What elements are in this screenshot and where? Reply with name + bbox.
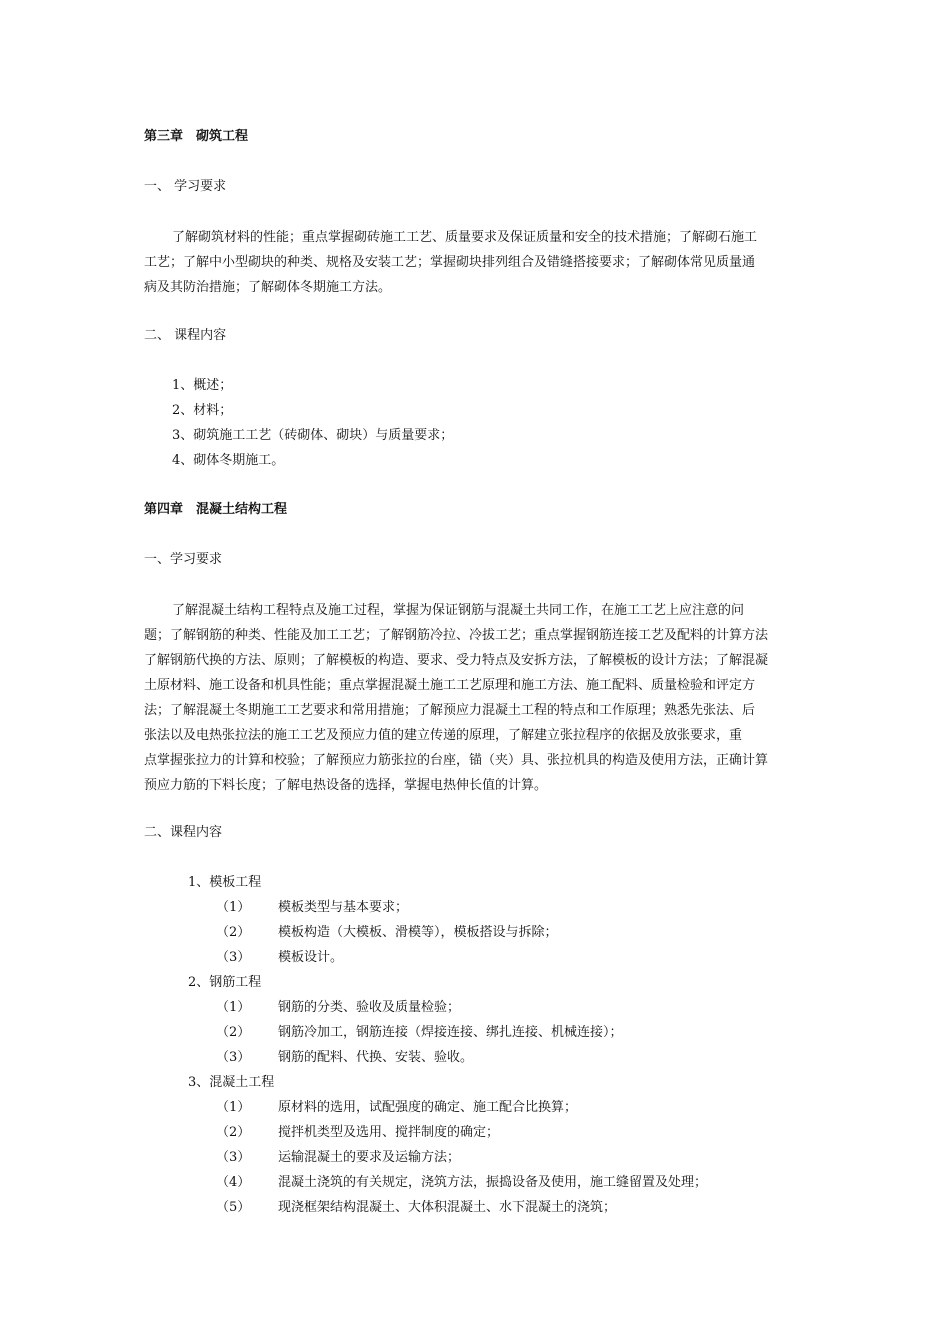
sub-item-number: （1） [216, 1100, 251, 1115]
sub-item-number: （1） [216, 1000, 251, 1015]
sub-item-number: （2） [216, 1125, 251, 1140]
ch4-content-heading: 二、课程内容 [144, 825, 223, 840]
ch3-requirements-heading: 一、 学习要求 [144, 179, 227, 194]
ch4-req-line: 了解混凝土结构工程特点及施工过程，掌握为保证钢筋与混凝土共同工作，在施工工艺上应注意的问 [172, 603, 745, 618]
sub-item-text: 现浇框架结构混凝土、大体积混凝土、水下混凝土的浇筑； [278, 1200, 617, 1215]
ch3-list-item: 4、砌体冬期施工。 [172, 453, 285, 468]
ch3-req-line: 工艺；了解中小型砌块的种类、规格及安装工艺；掌握砌块排列组合及错缝搭接要求；了解砌体常见质量通 [144, 255, 756, 270]
section-label-rebar: 2、钢筋工程 [188, 975, 262, 990]
ch3-list-item: 3、砌筑施工工艺（砖砌体、砌块）与质量要求； [172, 428, 454, 443]
sub-item-text: 运输混凝土的要求及运输方法； [278, 1150, 461, 1165]
sub-item-number: （5） [216, 1200, 251, 1215]
sub-item-text: 模板设计。 [278, 950, 344, 965]
sub-item-text: 混凝土浇筑的有关规定，浇筑方法，振捣设备及使用，施工缝留置及处理； [278, 1175, 708, 1190]
sub-item-number: （2） [216, 925, 251, 940]
ch4-req-line: 张法以及电热张拉法的施工工艺及预应力值的建立传递的原理，了解建立张拉程序的依据及放张要求，重 [144, 728, 743, 743]
sub-item-number: （3） [216, 1050, 251, 1065]
sub-item-text: 钢筋的分类、验收及质量检验； [278, 1000, 461, 1015]
sub-item-text: 模板构造（大模板、滑模等），模板搭设与拆除； [278, 925, 558, 940]
sub-item-number: （3） [216, 950, 251, 965]
ch3-requirements-paragraph [144, 225, 808, 300]
sub-item-number: （3） [216, 1150, 251, 1165]
sub-item-text: 模板类型与基本要求； [278, 900, 409, 915]
ch4-req-line: 点掌握张拉力的计算和校验；了解预应力筋张拉的台座，锚（夹）具、张拉机具的构造及使用方法，正确计算 [144, 753, 769, 768]
sub-item-number: （4） [216, 1175, 251, 1190]
ch4-req-line: 法；了解混凝土冬期施工工艺要求和常用措施；了解预应力混凝土工程的特点和工作原理；熟悉先张法、后 [144, 703, 756, 718]
ch4-requirements-heading: 一、学习要求 [144, 552, 223, 567]
ch3-list-item: 2、材料； [172, 403, 233, 418]
section-label-concrete: 3、混凝土工程 [188, 1075, 275, 1090]
ch4-req-line: 土原材料、施工设备和机具性能；重点掌握混凝土施工工艺原理和施工方法、施工配料、质量检验和评定方 [144, 678, 756, 693]
sub-item-number: （1） [216, 900, 251, 915]
sub-item-text: 钢筋的配料、代换、安装、验收。 [278, 1050, 474, 1065]
sub-item-text: 搅拌机类型及选用、搅拌制度的确定； [278, 1125, 500, 1140]
chapter-4-title: 第四章 混凝土结构工程 [144, 502, 288, 517]
sub-item-number: （2） [216, 1025, 251, 1040]
ch4-requirements-paragraph [144, 598, 808, 798]
ch3-list-item: 1、概述； [172, 378, 233, 393]
ch4-req-line: 了解钢筋代换的方法、原则；了解模板的构造、要求、受力特点及安拆方法，了解模板的设计方法；了解混凝 [144, 653, 769, 668]
ch3-content-heading: 二、 课程内容 [144, 328, 227, 343]
ch3-req-line: 了解砌筑材料的性能；重点掌握砌砖施工工艺、质量要求及保证质量和安全的技术措施；了解砌石施工 [172, 230, 758, 245]
chapter-3-title: 第三章 砌筑工程 [144, 129, 249, 144]
sub-item-text: 原材料的选用，试配强度的确定、施工配合比换算； [278, 1100, 578, 1115]
sub-item-text: 钢筋冷加工，钢筋连接（焊接连接、绑扎连接、机械连接）； [278, 1025, 623, 1040]
ch4-req-line: 预应力筋的下料长度；了解电热设备的选择，掌握电热伸长值的计算。 [144, 778, 548, 793]
ch3-req-line: 病及其防治措施；了解砌体冬期施工方法。 [144, 280, 392, 295]
ch4-req-line: 题；了解钢筋的种类、性能及加工工艺；了解钢筋冷拉、冷拔工艺；重点掌握钢筋连接工艺及配料的计算方法 [144, 628, 769, 643]
section-label-formwork: 1、模板工程 [188, 875, 262, 890]
